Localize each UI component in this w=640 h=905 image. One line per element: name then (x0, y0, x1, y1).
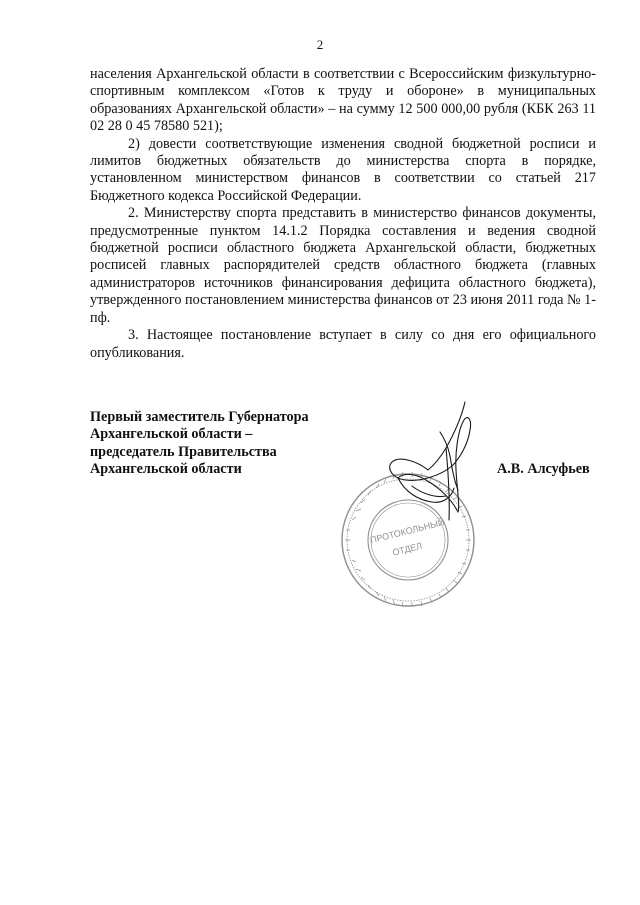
signatory-title-line: Архангельской области (90, 461, 242, 478)
page-number: 2 (316, 37, 324, 52)
paragraph-continuation: населения Архангельской области в соответствии с Всероссийским физкультурно-спортивным комплексом «Готов к труду и обороне» в муниципальных образованиях Архангельской области» – на сумму 12 500 000,00 рубля (КБК 263 11 02 28 0 45 78580 521); (90, 66, 596, 135)
signatory-title-line: председатель Правительства (90, 443, 277, 460)
handwritten-signature (390, 402, 471, 520)
signatory-title-line: Первый заместитель Губернатора (90, 409, 309, 425)
svg-text:ПРОТОКОЛЬНЫЙ: ПРОТОКОЛЬНЫЙ (369, 517, 446, 546)
paragraph-item-3: 3. Настоящее постановление вступает в силу со дня его официального опубликования. (90, 327, 596, 361)
paragraph-subitem-2: 2) довести соответствующие изменения сводной бюджетной росписи и лимитов бюджетных обязательств до министерства спорта в порядке, установленном министерством финансов в соответствии со статьей 217 Бюджетного кодекса Российской Федерации. (90, 135, 596, 204)
signatory-title-line: Архангельской области – (90, 426, 253, 443)
official-seal-stamp (342, 472, 474, 607)
signatory-name: А.В. Алсуфьев (497, 461, 590, 477)
paragraph-item-2: 2. Министерству спорта представить в министерство финансов документы, предусмотренные пунктом 14.1.2 Порядка составления и ведения сводной бюджетной росписи областного бюджета Архангельской области, бюджетных росписей главных распорядителей средств областного бюджета (главных администраторов источников финансирования дефицита областного бюджета), утвержденного постановлением министерства финансов от 23 июня 2011 года № 1-пф. (90, 205, 596, 326)
svg-text:ОТДЕЛ: ОТДЕЛ (391, 540, 424, 558)
